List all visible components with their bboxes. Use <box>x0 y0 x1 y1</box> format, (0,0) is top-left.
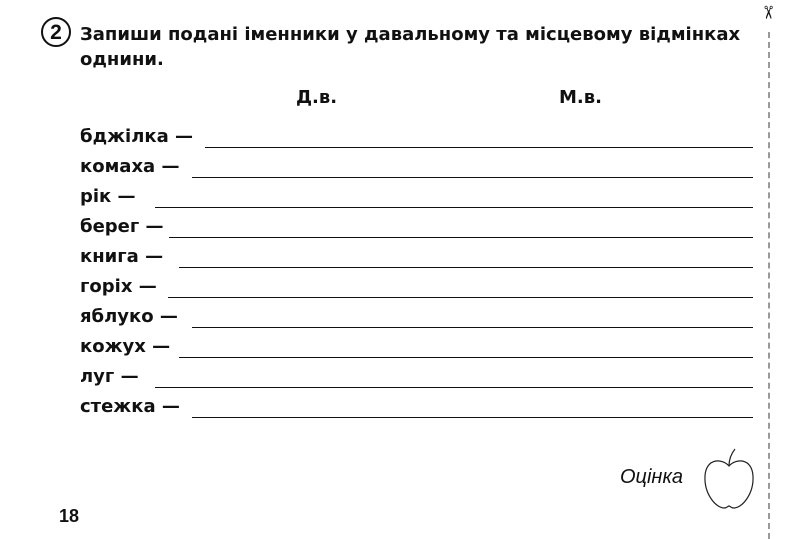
grade-label: Оцінка <box>620 466 684 488</box>
cut-line <box>768 32 770 539</box>
apple-icon <box>702 446 756 512</box>
answer-line[interactable] <box>192 417 753 418</box>
answer-line[interactable] <box>179 357 753 358</box>
page-number: 18 <box>59 506 80 526</box>
scissors-icon: ✂ <box>757 4 779 21</box>
noun-label: горіх — <box>80 276 157 297</box>
noun-label: бджілка — <box>80 126 194 147</box>
noun-label: стежка — <box>80 396 180 417</box>
noun-label: яблуко — <box>80 306 178 327</box>
task-instruction <box>80 22 770 72</box>
column-header-dative: Д.в. <box>296 87 338 108</box>
noun-label: кожух — <box>80 336 171 357</box>
task-number-badge: 2 <box>41 17 71 47</box>
answer-line[interactable] <box>169 237 753 238</box>
answer-line[interactable] <box>155 207 753 208</box>
noun-label: берег — <box>80 216 164 237</box>
instruction-line-1: Запиши подані іменники у давальному та місцевому відмінках <box>80 24 741 45</box>
answer-line[interactable] <box>192 327 753 328</box>
noun-label: комаха — <box>80 156 180 177</box>
answer-line[interactable] <box>192 177 753 178</box>
answer-line[interactable] <box>168 297 753 298</box>
answer-line[interactable] <box>155 387 753 388</box>
noun-label: рік — <box>80 186 136 207</box>
answer-line[interactable] <box>205 147 753 148</box>
instruction-line-2: однини. <box>80 49 164 70</box>
answer-line[interactable] <box>179 267 753 268</box>
noun-label: книга — <box>80 246 164 267</box>
noun-label: луг — <box>80 366 139 387</box>
column-header-locative: М.в. <box>559 87 602 108</box>
